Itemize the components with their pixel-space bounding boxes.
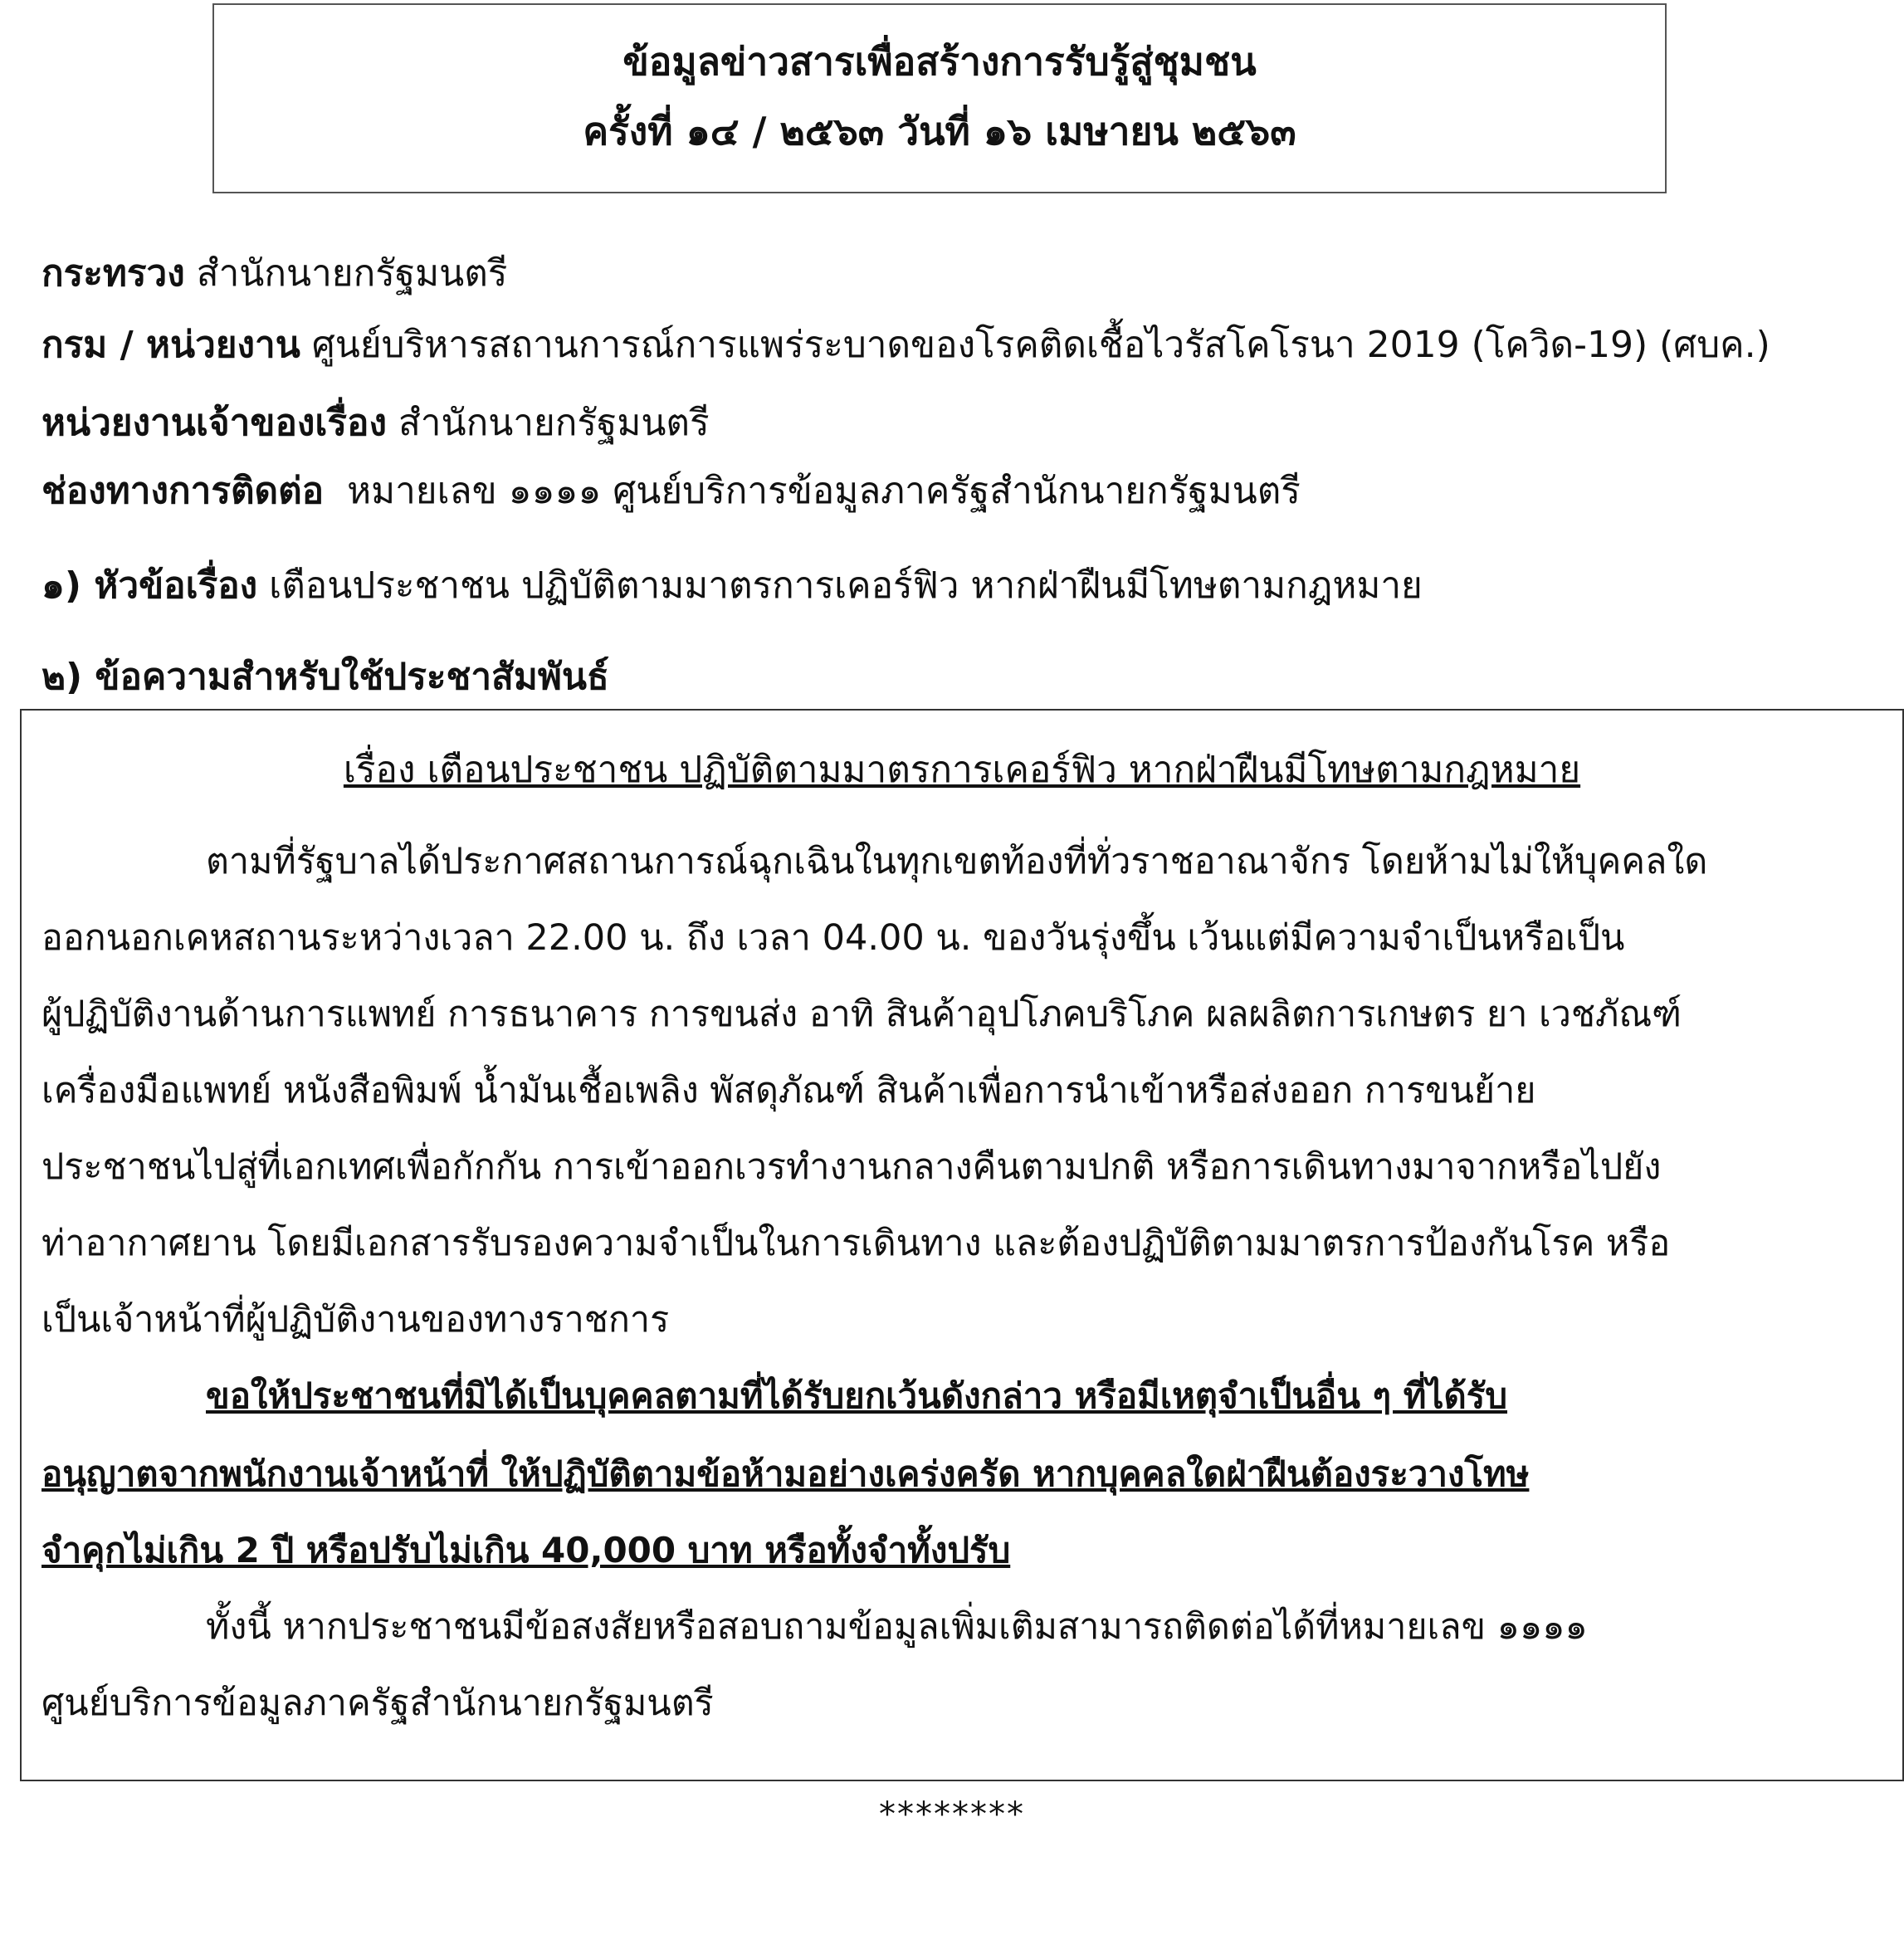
- department-row: [41, 320, 1867, 370]
- subject-row: [41, 561, 1867, 611]
- message-box: [20, 709, 1904, 1781]
- document-title: ข้อมูลข่าวสารเพื่อสร้างการรับรู้สู่ชุมชน: [622, 39, 1257, 84]
- warning-line-2: อนุญาตจากพนักงานเจ้าหน้าที่ ให้ปฏิบัติตามข้อห้ามอย่างเคร่งครัด หากบุคคลใดฝ่าฝืนต้องระวางโทษ: [41, 1453, 1530, 1494]
- ministry-row: [41, 249, 1867, 299]
- paragraph-3-line-2: ศูนย์บริการข้อมูลภาครัฐสำนักนายกรัฐมนตรี: [41, 1683, 714, 1724]
- paragraph-1-line-5: ประชาชนไปสู่ที่เอกเทศเพื่อกักกัน การเข้าออกเวรทำงานกลางคืนตามปกติ หรือการเดินทางมาจากหรือไปยัง: [41, 1146, 1662, 1188]
- paragraph-1-line-4: เครื่องมือแพทย์ หนังสือพิมพ์ น้ำมันเชื้อเพลิง พัสดุภัณฑ์ สินค้าเพื่อการนำเข้าหรือส่งออก การขนย้าย: [41, 1070, 1536, 1111]
- header-box: [212, 3, 1667, 193]
- paragraph-3-line-1: ทั้งนี้ หากประชาชนมีข้อสงสัยหรือสอบถามข้อมูลเพิ่มเติมสามารถติดต่อได้ที่หมายเลข ๑๑๑๑: [206, 1606, 1588, 1648]
- contact-row: [41, 466, 1867, 516]
- department-value: ศูนย์บริหารสถานการณ์การแพร่ระบาดของโรคติดเชื้อไวรัสโคโรนา 2019 (โควิด-19) (ศบค.): [311, 324, 1770, 366]
- contact-label: ช่องทางการติดต่อ: [41, 470, 325, 512]
- subject-value: เตือนประชาชน ปฏิบัติตามมาตรการเคอร์ฟิว หากฝ่าฝืนมีโทษตามกฎหมาย: [269, 564, 1423, 607]
- paragraph-1-line-1: ตามที่รัฐบาลได้ประกาศสถานการณ์ฉุกเฉินในทุกเขตท้องที่ทั่วราชอาณาจักร โดยห้ามไม่ให้บุคคลใด: [206, 841, 1708, 882]
- warning-line-3: จำคุกไม่เกิน 2 ปี หรือปรับไม่เกิน 40,000 บาท หรือทั้งจำทั้งปรับ: [41, 1530, 1011, 1570]
- owner-value: สำนักนายกรัฐมนตรี: [398, 402, 710, 444]
- owner-label: หน่วยงานเจ้าของเรื่อง: [41, 402, 387, 444]
- end-mark: ********: [879, 1795, 1025, 1834]
- paragraph-1-line-6: ท่าอากาศยาน โดยมีเอกสารรับรองความจำเป็นในการเดินทาง และต้องปฏิบัติตามมาตรการป้องกันโรค หรือ: [41, 1223, 1671, 1264]
- issue-number-date: ครั้งที่ ๑๔ / ๒๕๖๓ วันที่ ๑๖ เมษายน ๒๕๖๓: [583, 109, 1296, 154]
- paragraph-1-line-3: ผู้ปฏิบัติงานด้านการแพทย์ การธนาคาร การขนส่ง อาทิ สินค้าอุปโภคบริโภค ผลผลิตการเกษตร ยา เวชภัณฑ์: [41, 994, 1682, 1035]
- warning-line-1: ขอให้ประชาชนที่มิได้เป็นบุคคลตามที่ได้รับยกเว้นดังกล่าว หรือมีเหตุจำเป็นอื่น ๆ ที่ได้รับ: [206, 1375, 1508, 1416]
- subject-label: ๑) หัวข้อเรื่อง: [41, 564, 258, 607]
- paragraph-1-line-2: ออกนอกเคหสถานระหว่างเวลา 22.00 น. ถึง เวลา 04.00 น. ของวันรุ่งขึ้น เว้นแต่มีความจำเป็นหรือเป็น: [41, 917, 1625, 959]
- paragraph-1-line-7: เป็นเจ้าหน้าที่ผู้ปฏิบัติงานของทางราชการ: [41, 1299, 670, 1341]
- owner-row: [41, 398, 1867, 448]
- ministry-value: สำนักนายกรัฐมนตรี: [196, 252, 508, 295]
- message-title: เรื่อง เตือนประชาชน ปฏิบัติตามมาตรการเคอร์ฟิว หากฝ่าฝืนมีโทษตามกฎหมาย: [343, 749, 1581, 791]
- message-heading: ๒) ข้อความสำหรับใช้ประชาสัมพันธ์: [41, 656, 609, 698]
- ministry-label: กระทรวง: [41, 252, 185, 295]
- contact-value: หมายเลข ๑๑๑๑ ศูนย์บริการข้อมูลภาครัฐสำนักนายกรัฐมนตรี: [347, 470, 1301, 512]
- department-label: กรม / หน่วยงาน: [41, 324, 300, 366]
